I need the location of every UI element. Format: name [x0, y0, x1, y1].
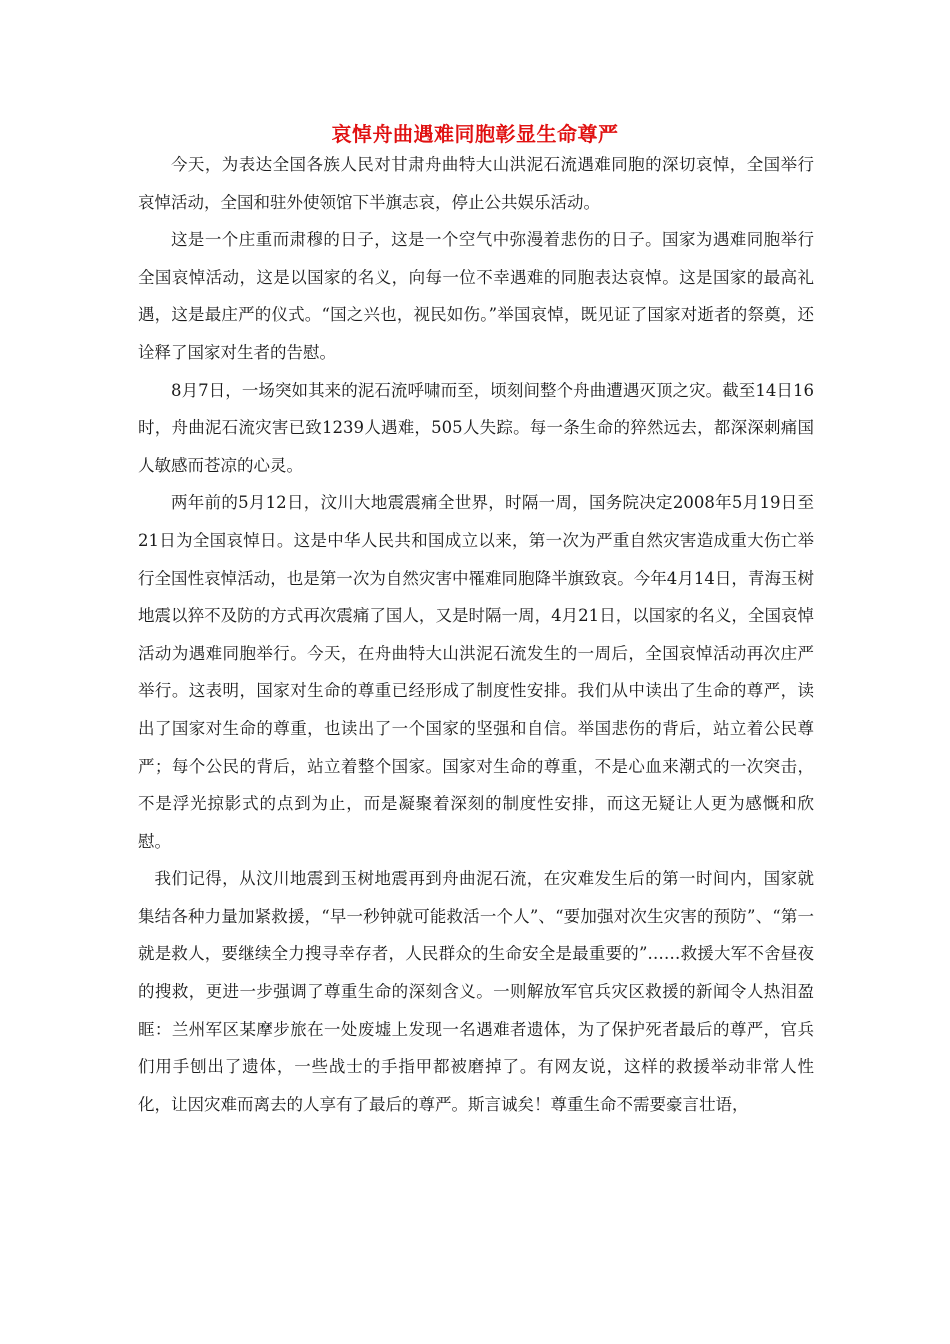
paragraph-3: 8月7日，一场突如其来的泥石流呼啸而至，顷刻间整个舟曲遭遇灭顶之灾。截至14日16时，舟曲泥石流灾害已致1239人遇难，505人失踪。每一条生命的猝然远去，都深深刺痛国人敏感而苍凉的心灵。 — [138, 380, 814, 475]
document-body — [138, 146, 814, 1123]
paragraph-1: 今天，为表达全国各族人民对甘肃舟曲特大山洪泥石流遇难同胞的深切哀悼，全国举行哀悼活动，全国和驻外使领馆下半旗志哀，停止公共娱乐活动。 — [138, 155, 814, 212]
paragraph-4: 两年前的5月12日，汶川大地震震痛全世界，时隔一周，国务院决定2008年5月19日至21日为全国哀悼日。这是中华人民共和国成立以来，第一次为严重自然灾害造成重大伤亡举行全国性哀悼活动，也是第一次为自然灾害中罹难同胞降半旗致哀。今年4月14日，青海玉树地震以猝不及防的方式再次震痛了国人，又是时隔一周，4月21日，以国家的名义，全国哀悼活动为遇难同胞举行。今天，在舟曲特大山洪泥石流发生的一周后，全国哀悼活动再次庄严举行。这表明，国家对生命的尊重已经形成了制度性安排。我们从中读出了生命的尊严，读出了国家对生命的尊重，也读出了一个国家的坚强和自信。举国悲伤的背后，站立着公民尊严；每个公民的背后，站立着整个国家。国家对生命的尊重，不是心血来潮式的一次突击，不是浮光掠影式的点到为止，而是凝聚着深刻的制度性安排，而这无疑让人更为感慨和欣慰。 — [138, 493, 814, 851]
document-title: 哀悼舟曲遇难同胞彰显生命尊严 — [331, 122, 619, 146]
paragraph-2: 这是一个庄重而肃穆的日子，这是一个空气中弥漫着悲伤的日子。国家为遇难同胞举行全国哀悼活动，这是以国家的名义，向每一位不幸遇难的同胞表达哀悼。这是国家的最高礼遇，这是最庄严的仪式。“国之兴也，视民如伤。”举国哀悼，既见证了国家对逝者的祭奠，还诠释了国家对生者的告慰。 — [138, 230, 814, 362]
paragraph-5: 我们记得，从汶川地震到玉树地震再到舟曲泥石流，在灾难发生后的第一时间内，国家就集结各种力量加紧救援，“早一秒钟就可能救活一个人”、“要加强对次生灾害的预防”、“第一就是救人，要继续全力搜寻幸存者，人民群众的生命安全是最重要的”……救援大军不舍昼夜的搜救，更进一步强调了尊重生命的深刻含义。一则解放军官兵灾区救援的新闻令人热泪盈眶：兰州军区某摩步旅在一处废墟上发现一名遇难者遗体，为了保护死者最后的尊严，官兵们用手刨出了遗体，一些战士的手指甲都被磨掉了。有网友说，这样的救援举动非常人性化，让因灾难而离去的人享有了最后的尊严。斯言诚矣！尊重生命不需要豪言壮语， — [138, 869, 814, 1114]
